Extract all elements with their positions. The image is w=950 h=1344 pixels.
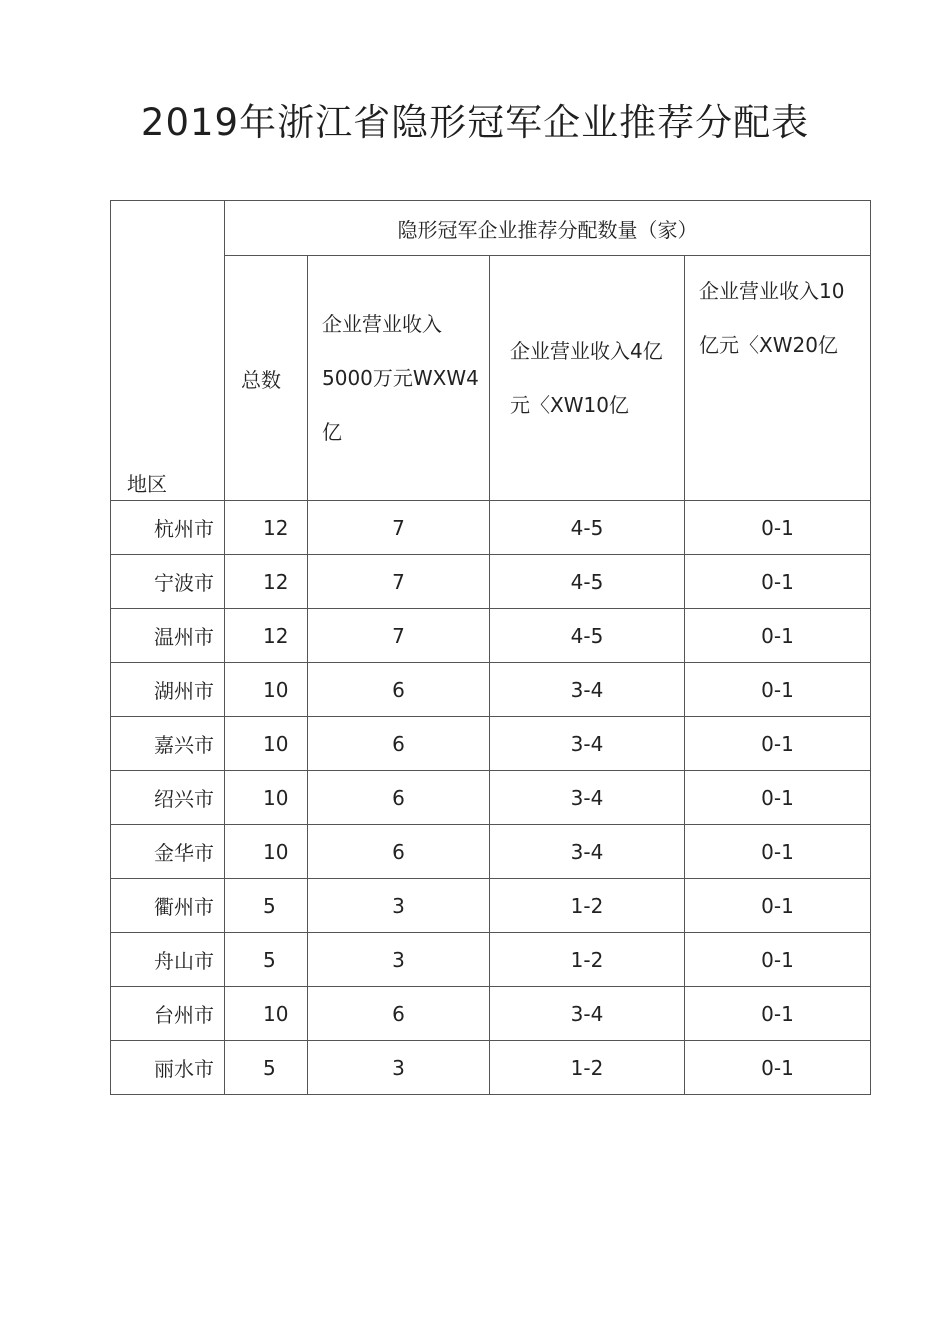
header-row-group — [111, 201, 871, 256]
table-body — [111, 201, 871, 1095]
cell-tier1: 6 — [308, 717, 490, 771]
cell-total: 5 — [225, 879, 308, 933]
header-tier2: 企业营业收入4亿元〈XW10亿 — [490, 256, 685, 501]
cell-total: 10 — [225, 717, 308, 771]
table-row — [111, 717, 871, 771]
header-row-sub — [111, 256, 871, 501]
table-row — [111, 609, 871, 663]
cell-tier1: 6 — [308, 663, 490, 717]
cell-region: 宁波市 — [111, 555, 225, 609]
cell-total: 12 — [225, 609, 308, 663]
header-group: 隐形冠军企业推荐分配数量（家） — [225, 201, 871, 256]
cell-region: 台州市 — [111, 987, 225, 1041]
cell-total: 10 — [225, 663, 308, 717]
cell-region: 舟山市 — [111, 933, 225, 987]
table-row — [111, 879, 871, 933]
cell-tier3: 0-1 — [685, 1041, 871, 1095]
cell-tier2: 4-5 — [490, 501, 685, 555]
cell-tier2: 1-2 — [490, 933, 685, 987]
cell-tier2: 3-4 — [490, 663, 685, 717]
cell-tier3: 0-1 — [685, 717, 871, 771]
cell-tier1: 3 — [308, 933, 490, 987]
page-title: 2019年浙江省隐形冠军企业推荐分配表 — [140, 101, 810, 144]
cell-tier3: 0-1 — [685, 771, 871, 825]
cell-total: 5 — [225, 1041, 308, 1095]
cell-tier3: 0-1 — [685, 609, 871, 663]
cell-tier3: 0-1 — [685, 987, 871, 1041]
cell-tier1: 6 — [308, 825, 490, 879]
header-total: 总数 — [225, 256, 308, 501]
table-row — [111, 501, 871, 555]
cell-region: 衢州市 — [111, 879, 225, 933]
cell-tier1: 3 — [308, 1041, 490, 1095]
cell-total: 10 — [225, 825, 308, 879]
cell-region: 杭州市 — [111, 501, 225, 555]
header-tier3: 企业营业收入10亿元〈XW20亿 — [685, 256, 871, 501]
table-row — [111, 1041, 871, 1095]
cell-total: 12 — [225, 555, 308, 609]
cell-tier2: 3-4 — [490, 987, 685, 1041]
cell-tier2: 1-2 — [490, 1041, 685, 1095]
cell-tier1: 6 — [308, 771, 490, 825]
header-tier1: 企业营业收入5000万元WXW4亿 — [308, 256, 490, 501]
cell-tier3: 0-1 — [685, 501, 871, 555]
allocation-table — [110, 200, 871, 1095]
cell-tier2: 3-4 — [490, 771, 685, 825]
cell-tier2: 4-5 — [490, 555, 685, 609]
cell-tier1: 6 — [308, 987, 490, 1041]
cell-tier2: 3-4 — [490, 717, 685, 771]
table-row — [111, 771, 871, 825]
cell-region: 金华市 — [111, 825, 225, 879]
table-row — [111, 663, 871, 717]
table-row — [111, 933, 871, 987]
cell-tier3: 0-1 — [685, 933, 871, 987]
cell-region: 湖州市 — [111, 663, 225, 717]
table-row — [111, 555, 871, 609]
cell-region: 丽水市 — [111, 1041, 225, 1095]
table-row — [111, 987, 871, 1041]
cell-region: 温州市 — [111, 609, 225, 663]
cell-tier1: 7 — [308, 555, 490, 609]
table-row — [111, 825, 871, 879]
cell-total: 10 — [225, 771, 308, 825]
header-region: 地区 — [111, 201, 225, 501]
cell-tier1: 7 — [308, 501, 490, 555]
cell-tier2: 1-2 — [490, 879, 685, 933]
cell-tier1: 7 — [308, 609, 490, 663]
cell-region: 绍兴市 — [111, 771, 225, 825]
cell-region: 嘉兴市 — [111, 717, 225, 771]
cell-total: 12 — [225, 501, 308, 555]
cell-tier3: 0-1 — [685, 663, 871, 717]
cell-tier3: 0-1 — [685, 879, 871, 933]
cell-tier3: 0-1 — [685, 825, 871, 879]
cell-tier2: 3-4 — [490, 825, 685, 879]
cell-total: 5 — [225, 933, 308, 987]
cell-tier1: 3 — [308, 879, 490, 933]
cell-tier2: 4-5 — [490, 609, 685, 663]
cell-tier3: 0-1 — [685, 555, 871, 609]
cell-total: 10 — [225, 987, 308, 1041]
